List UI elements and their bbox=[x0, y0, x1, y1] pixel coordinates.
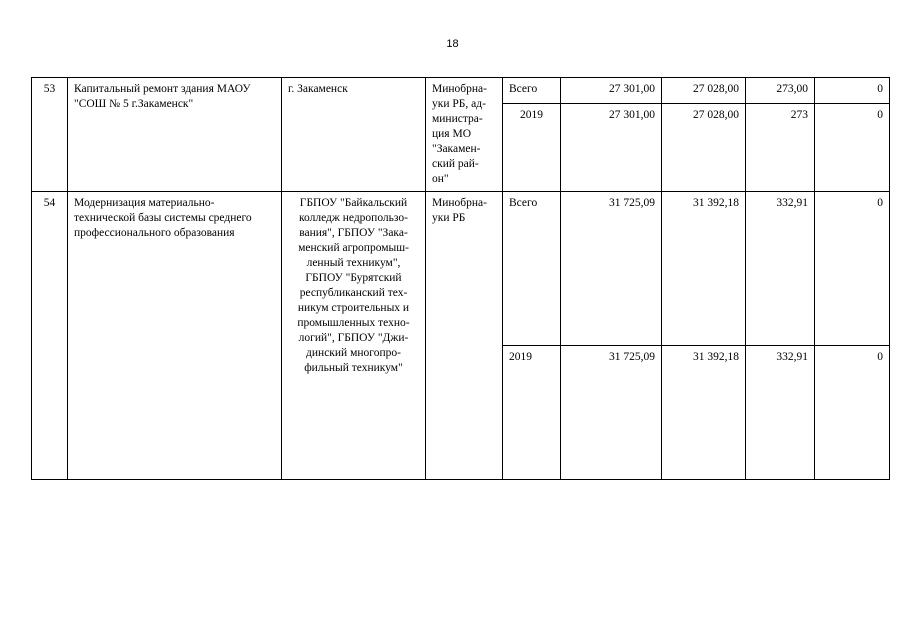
period-label: 2019 bbox=[503, 346, 561, 480]
total-amount: 31 725,09 bbox=[561, 192, 662, 346]
project-executor: Минобрна- уки РБ, ад- министра- ция МО "Закамен- ский рай- он" bbox=[426, 78, 503, 192]
total-amount: 27 301,00 bbox=[561, 78, 662, 104]
page-number: 18 bbox=[446, 38, 459, 50]
program-table bbox=[31, 77, 890, 480]
period-label: Всего bbox=[503, 192, 561, 346]
table-row bbox=[32, 78, 890, 104]
project-executor: Минобрна- уки РБ bbox=[426, 192, 503, 480]
table-row bbox=[32, 192, 890, 346]
project-name: Капитальный ремонт здания МАОУ "СОШ № 5 г.Закаменск" bbox=[68, 78, 282, 192]
amount-col4: 0 bbox=[815, 346, 890, 480]
amount-col2: 31 392,18 bbox=[662, 346, 746, 480]
project-name: Модернизация материально-технической базы системы среднего профессионального образования bbox=[68, 192, 282, 480]
amount-col4: 0 bbox=[815, 78, 890, 104]
project-location: г. Закаменск bbox=[282, 78, 426, 192]
project-location: ГБПОУ "Байкальский колледж недропользо- вания", ГБПОУ "Зака- менский агропромыш- ленный техникум", ГБПОУ "Бурятский республиканский тех- никум строительных и промышленных техно- логий", ГБПОУ "Джи- динский многопро- фильный техникум" bbox=[282, 192, 426, 480]
period-label: Всего bbox=[503, 78, 561, 104]
amount-col4: 0 bbox=[815, 192, 890, 346]
amount-col2: 27 028,00 bbox=[662, 104, 746, 192]
total-amount: 27 301,00 bbox=[561, 104, 662, 192]
amount-col3: 273 bbox=[746, 104, 815, 192]
amount-col3: 332,91 bbox=[746, 346, 815, 480]
row-number: 54 bbox=[32, 192, 68, 480]
amount-col2: 27 028,00 bbox=[662, 78, 746, 104]
period-label: 2019 bbox=[503, 104, 561, 192]
total-amount: 31 725,09 bbox=[561, 346, 662, 480]
amount-col2: 31 392,18 bbox=[662, 192, 746, 346]
amount-col4: 0 bbox=[815, 104, 890, 192]
amount-col3: 273,00 bbox=[746, 78, 815, 104]
amount-col3: 332,91 bbox=[746, 192, 815, 346]
row-number: 53 bbox=[32, 78, 68, 192]
